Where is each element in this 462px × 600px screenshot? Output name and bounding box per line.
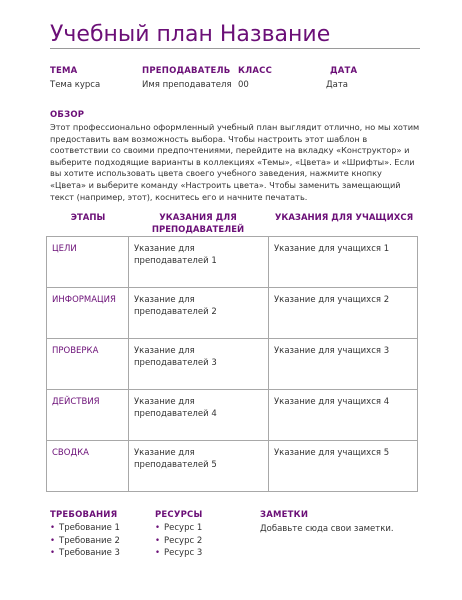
list-item[interactable]: • Ресурс 3 — [155, 547, 202, 560]
list-item[interactable]: • Требование 1 — [50, 522, 120, 535]
requirements-list — [50, 522, 120, 560]
stage-cell[interactable]: ЦЕЛИ — [47, 237, 129, 288]
teacher-instruction-cell[interactable]: Указание для преподавателей 5 — [129, 441, 269, 492]
requirements-heading: ТРЕБОВАНИЯ — [50, 510, 118, 520]
overview-heading: ОБЗОР — [50, 110, 85, 120]
overview-text[interactable]: Этот профессионально оформленный учебный план выглядит отлично, но мы хотим предоставить вам возможность выбора. Чтобы настроить этот шаблон в соответствии со своими предпочтениями, перейдите на вкладку «Конструктор» и выберите подходящие варианты в коллекциях «Темы», «Цвета» и «Шрифты». Если вы хотите использовать цвета своего учебного заведения, нажмите кнопку «Цвета» и выберите команду «Настроить цвета». Чтобы заменить замещающий текст (например, этот), коснитесь его и начните печатать. — [50, 122, 420, 202]
student-instruction-cell[interactable]: Указание для учащихся 2 — [269, 288, 418, 339]
table-row — [47, 288, 418, 339]
stage-cell[interactable]: ДЕЙСТВИЯ — [47, 390, 129, 441]
date-field[interactable]: Дата — [326, 80, 349, 90]
list-item[interactable]: • Требование 2 — [50, 535, 120, 548]
notes-text[interactable]: Добавьте сюда свои заметки. — [260, 524, 394, 534]
stage-cell[interactable]: ИНФОРМАЦИЯ — [47, 288, 129, 339]
date-header: ДАТА — [330, 66, 358, 76]
student-instruction-cell[interactable]: Указание для учащихся 3 — [269, 339, 418, 390]
table-row — [47, 441, 418, 492]
teacher-instruction-cell[interactable]: Указание для преподавателей 3 — [129, 339, 269, 390]
stage-cell[interactable]: ПРОВЕРКА — [47, 339, 129, 390]
stages-column-header: ЭТАПЫ — [70, 213, 106, 223]
title-divider — [50, 48, 420, 49]
teacher-instruction-cell[interactable]: Указание для преподавателей 1 — [129, 237, 269, 288]
teacher-name-field[interactable]: Имя преподавателя — [142, 80, 232, 90]
student-instruction-cell[interactable]: Указание для учащихся 4 — [269, 390, 418, 441]
plan-table — [46, 236, 418, 492]
resources-list — [155, 522, 202, 560]
class-field[interactable]: 00 — [238, 80, 249, 90]
list-item[interactable]: • Требование 3 — [50, 547, 120, 560]
resources-heading: РЕСУРСЫ — [155, 510, 203, 520]
teacher-instruction-cell[interactable]: Указание для преподавателей 2 — [129, 288, 269, 339]
student-instructions-column-header: УКАЗАНИЯ ДЛЯ УЧАЩИХСЯ — [274, 213, 414, 223]
teacher-instruction-cell[interactable]: Указание для преподавателей 4 — [129, 390, 269, 441]
course-theme-field[interactable]: Тема курса — [50, 80, 101, 90]
list-item[interactable]: • Ресурс 1 — [155, 522, 202, 535]
theme-header: ТЕМА — [50, 66, 78, 76]
class-header: КЛАСС — [238, 66, 273, 76]
list-item[interactable]: • Ресурс 2 — [155, 535, 202, 548]
student-instruction-cell[interactable]: Указание для учащихся 5 — [269, 441, 418, 492]
student-instruction-cell[interactable]: Указание для учащихся 1 — [269, 237, 418, 288]
page-title[interactable]: Учебный план Название — [50, 22, 331, 47]
table-row — [47, 339, 418, 390]
table-row — [47, 237, 418, 288]
notes-heading: ЗАМЕТКИ — [260, 510, 309, 520]
table-row — [47, 390, 418, 441]
stage-cell[interactable]: СВОДКА — [47, 441, 129, 492]
teacher-header: ПРЕПОДАВАТЕЛЬ — [142, 66, 231, 76]
teacher-instructions-column-header: УКАЗАНИЯ ДЛЯ ПРЕПОДАВАТЕЛЕЙ — [151, 213, 245, 235]
